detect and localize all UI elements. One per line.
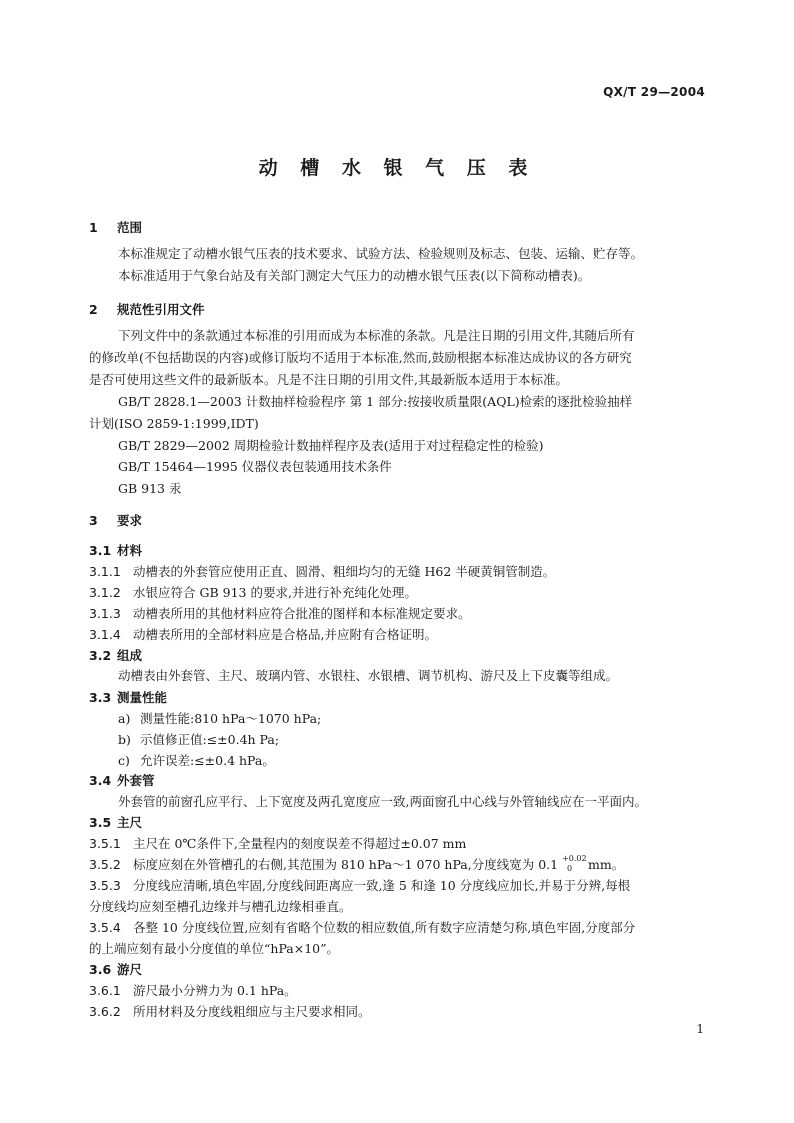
section-1-para-1: 本标准规定了动槽水银气压表的技术要求、试验方法、检验规则及标志、包装、运输、贮存等。	[118, 246, 644, 261]
reference-1-line-1: GB/T 2828.1—2003 计数抽样检验程序 第 1 部分:按接收质量限(AQL)检索的逐批检验抽样	[118, 394, 633, 409]
section-2-para-line-1: 下列文件中的条款通过本标准的引用而成为本标准的条款。凡是注日期的引用文件,其随后所有	[118, 328, 635, 343]
tolerance-superscript: +0.02 0	[562, 854, 587, 873]
section-2-para-line-2: 的修改单(不包括勘误的内容)或修订版均不适用于本标准,然而,鼓励根据本标准达成协议的各方研究	[89, 350, 632, 365]
clause-3-1-1: 3.1.1 动槽表的外套管应使用正直、圆滑、粗细均匀的无缝 H62 半硬黄铜管制造。	[89, 564, 556, 579]
clause-3-6-2: 3.6.2 所用材料及分度线粗细应与主尺要求相同。	[89, 1004, 371, 1019]
reference-1-line-2: 计划(ISO 2859-1:1999,IDT)	[89, 416, 259, 431]
clause-3-5-4-line-1: 3.5.4 各整 10 分度线位置,应刻有省略个位数的相应数值,所有数字应清楚匀称,填色牢固,分度部分	[89, 920, 636, 935]
section-3-4-heading: 3.4 外套管	[89, 773, 155, 788]
clause-3-1-4: 3.1.4 动槽表所用的全部材料应是合格品,并应附有合格证明。	[89, 627, 437, 642]
section-3-2-heading: 3.2 组成	[89, 648, 143, 663]
section-1-heading: 1 范围	[89, 220, 143, 235]
clause-3-5-1: 3.5.1 主尺在 0℃条件下,全量程内的刻度误差不得超过±0.07 mm	[89, 836, 467, 851]
performance-item-a: a) 测量性能:810 hPa～1070 hPa;	[118, 711, 322, 726]
clause-3-5-4-line-2: 的上端应刻有最小分度值的单位“hPa×10”。	[89, 941, 340, 956]
document-title: 动 槽 水 银 气 压 表	[258, 157, 536, 179]
reference-2: GB/T 2829—2002 周期检验计数抽样程序及表(适用于对过程稳定性的检验)	[118, 438, 544, 453]
performance-item-c: c) 允许误差:≤±0.4 hPa。	[118, 753, 275, 768]
section-3-5-heading: 3.5 主尺	[89, 815, 143, 830]
section-3-3-heading: 3.3 测量性能	[89, 690, 168, 705]
section-3-heading: 3 要求	[89, 513, 143, 528]
clause-3-5-3-line-2: 分度线均应刻至槽孔边缘并与槽孔边缘相垂直。	[89, 899, 352, 914]
reference-4: GB 913 汞	[118, 481, 182, 496]
section-3-4-text: 外套管的前窗孔应平行、上下宽度及两孔宽度应一致,两面窗孔中心线与外管轴线应在一平面内。	[118, 794, 647, 809]
section-3-1-heading: 3.1 材料	[89, 543, 143, 558]
section-2-heading: 2 规范性引用文件	[89, 302, 205, 317]
clause-3-6-1: 3.6.1 游尺最小分辨力为 0.1 hPa。	[89, 983, 297, 998]
clause-3-1-3: 3.1.3 动槽表所用的其他材料应符合批准的图样和本标准规定要求。	[89, 606, 471, 621]
reference-3: GB/T 15464—1995 仪器仪表包装通用技术条件	[118, 459, 392, 474]
section-3-6-heading: 3.6 游尺	[89, 962, 143, 977]
section-2-para-line-3: 是否可使用这些文件的最新版本。凡是不注日期的引用文件,其最新版本适用于本标准。	[89, 372, 568, 387]
page-number: 1	[696, 1022, 704, 1036]
standard-code: QX/T 29—2004	[603, 85, 705, 99]
section-3-2-text: 动槽表由外套管、主尺、玻璃内管、水银柱、水银槽、调节机构、游尺及上下皮囊等组成。	[118, 668, 619, 683]
section-1-para-2: 本标准适用于气象台站及有关部门测定大气压力的动槽水银气压表(以下简称动槽表)。	[118, 268, 591, 283]
clause-3-5-2: 3.5.2 标度应刻在外管槽孔的右侧,其范围为 810 hPa～1 070 hPa,分度线宽为 0.1 +0.02 0 mm。	[89, 854, 625, 873]
clause-3-5-3-line-1: 3.5.3 分度线应清晰,填色牢固,分度线间距离应一致,逢 5 和逢 10 分度线应加长,并易于分辨,每根	[89, 878, 631, 893]
performance-item-b: b) 示值修正值:≤±0.4h Pa;	[118, 732, 280, 747]
clause-3-1-2: 3.1.2 水银应符合 GB 913 的要求,并进行补充纯化处理。	[89, 585, 417, 600]
